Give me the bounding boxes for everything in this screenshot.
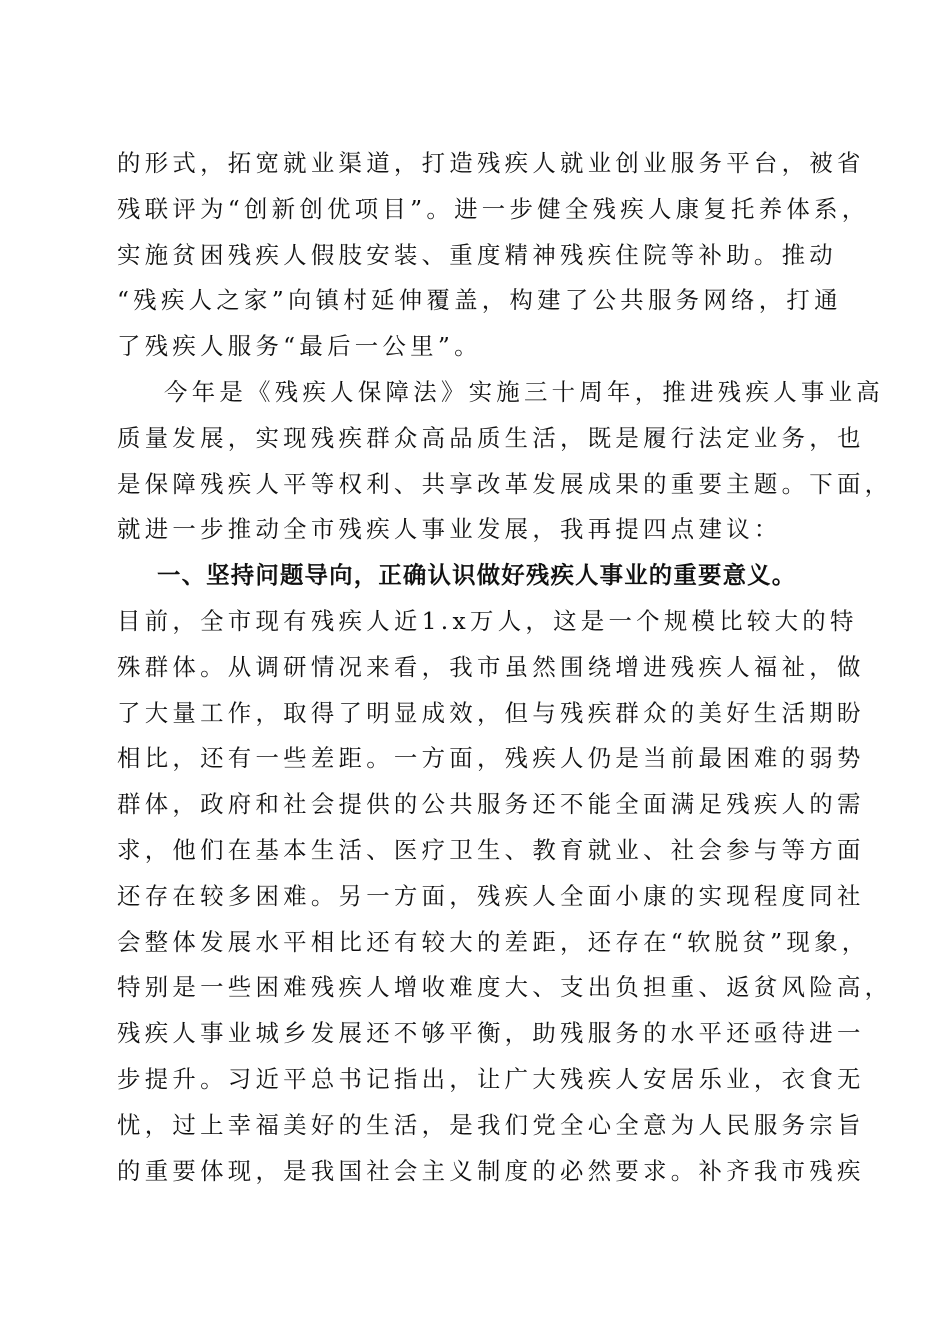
- text-line: 会整体发展水平相比还有较大的差距，还存在“软脱贫”现象，: [117, 927, 870, 956]
- text-line: 忧，过上幸福美好的生活，是我们党全心全意为人民服务宗旨: [117, 1110, 865, 1139]
- text-line: 目前，全市现有残疾人近1.x万人，这是一个规模比较大的特: [117, 606, 858, 635]
- text-line: 是保障残疾人平等权利、共享改革发展成果的重要主题。下面，: [117, 469, 893, 498]
- text-line: 相比，还有一些差距。一方面，残疾人仍是当前最困难的弱势: [117, 744, 865, 773]
- text-line: 还存在较多困难。另一方面，残疾人全面小康的实现程度同社: [117, 881, 865, 910]
- text-line: 今年是《残疾人保障法》实施三十周年，推进残疾人事业高: [164, 377, 884, 406]
- document-body: [117, 141, 893, 1194]
- heading-text: 一、坚持问题导向，正确认识做好残疾人事业的重要意义。: [157, 561, 797, 590]
- paragraph-intro: [117, 370, 893, 553]
- text-line: 残疾人事业城乡发展还不够平衡，助残服务的水平还亟待进一: [117, 1019, 865, 1048]
- text-line: “残疾人之家”向镇村延伸覆盖，构建了公共服务网络，打通: [117, 286, 842, 315]
- text-line: 步提升。习近平总书记指出，让广大残疾人安居乐业，衣食无: [117, 1064, 865, 1093]
- text-line: 了大量工作，取得了明显成效，但与残疾群众的美好生活期盼: [117, 698, 865, 727]
- text-line: 就进一步推动全市残疾人事业发展，我再提四点建议：: [117, 515, 782, 544]
- text-line: 残联评为“创新创优项目”。进一步健全残疾人康复托养体系，: [117, 194, 870, 223]
- text-line: 实施贫困残疾人假肢安装、重度精神残疾住院等补助。推动: [117, 240, 837, 269]
- text-line: 质量发展，实现残疾群众高品质生活，既是履行法定业务，也: [117, 423, 865, 452]
- text-line: 群体，政府和社会提供的公共服务还不能全面满足残疾人的需: [117, 790, 865, 819]
- text-line: 了残疾人服务“最后一公里”。: [117, 332, 482, 361]
- paragraph-section-one: [117, 599, 893, 1194]
- text-line: 特别是一些困难残疾人增收难度大、支出负担重、返贫风险高，: [117, 973, 893, 1002]
- text-line: 殊群体。从调研情况来看，我市虽然围绕增进残疾人福祉，做: [117, 652, 865, 681]
- text-line: 求，他们在基本生活、医疗卫生、教育就业、社会参与等方面: [117, 835, 865, 864]
- text-line: 的重要体现，是我国社会主义制度的必然要求。补齐我市残疾: [117, 1156, 865, 1185]
- section-heading: [117, 553, 837, 599]
- text-line: 的形式，拓宽就业渠道，打造残疾人就业创业服务平台，被省: [117, 149, 865, 177]
- paragraph-continuation: [117, 141, 870, 370]
